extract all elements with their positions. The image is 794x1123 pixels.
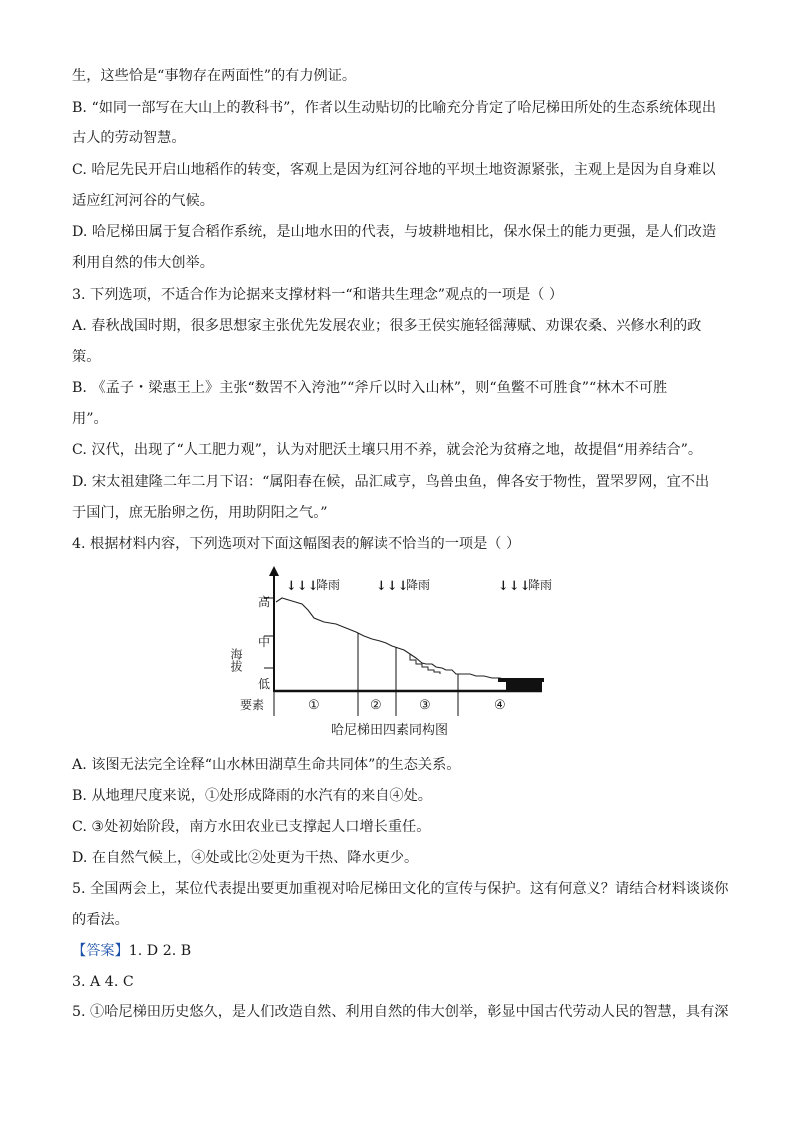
option-d-q2: D. 哈尼梯田属于复合稻作系统，是山地水田的代表，与坡耕地相比，保水保土的能力更强，是人们改造 — [72, 224, 717, 240]
y-level-mid: 中 — [258, 635, 271, 649]
question-5: 5. 全国两会上，某位代表提出要更加重视对哈尼梯田文化的宣传与保护。这有何意义？请结合材料谈谈你 — [72, 881, 729, 897]
answer-values: 1. D 2. B — [128, 943, 192, 959]
text-line: 利用自然的伟大创举。 — [72, 255, 214, 271]
y-level-low: 低 — [258, 677, 271, 691]
option-b-q4: B. 从地理尺度来说，①处形成降雨的水汽有的来自④处。 — [72, 788, 432, 804]
y-axis-label: 海拔 — [229, 648, 243, 672]
answer-tag: 【答案】 — [72, 943, 129, 959]
zone-label-2: ② — [370, 698, 382, 713]
x-axis-label: 要素 — [240, 698, 265, 712]
zone-label-4: ④ — [494, 698, 506, 713]
rain-arrows-icon: ↓↓↓ — [286, 579, 319, 594]
option-d-q4: D. 在自然气候上，④处或比②处更为干热、降水更少。 — [72, 850, 419, 866]
rain-arrows-icon: ↓↓↓ — [376, 579, 409, 594]
rain-label: 降雨 — [406, 578, 431, 592]
option-b-q3: B. 《孟子・梁惠王上》主张“数罟不入洿池”“斧斤以时入山林”，则“鱼鳖不可胜食”“林木不可胜 — [72, 380, 668, 396]
rain-arrows-icon: ↓↓↓ — [498, 579, 531, 594]
option-d-q3: D. 宋太祖建隆二年二月下诏：“属阳春在候，品汇咸亨，鸟兽虫鱼，俾各安于物性，置罘罗网，宜不出 — [72, 474, 710, 490]
option-c-q2: C. 哈尼先民开启山地稻作的转变，客观上是因为红河谷地的平坝土地资源紧张，主观上是因为自身难以 — [72, 162, 716, 178]
text-line: 的看法。 — [72, 912, 129, 928]
y-axis-arrow — [269, 566, 279, 576]
option-a-q3: A. 春秋战国时期，很多思想家主张优先发展农业；很多王侯实施轻徭薄赋、劝课农桑、兴修水利的政 — [72, 318, 702, 334]
option-c-q3: C. 汉代，出现了“人工肥力观”，认为对肥沃土壤只用不养，就会沦为贫瘠之地，故提倡“用养结合”。 — [72, 442, 703, 458]
text-line: 生，这些恰是“事物存在两面性”的有力例证。 — [72, 68, 357, 84]
answer-line-3: 5. ①哈尼梯田历史悠久，是人们改造自然、利用自然的伟大创举，彰显中国古代劳动人民的智慧，具有深 — [72, 1004, 729, 1020]
y-level-high: 高 — [258, 595, 271, 609]
text-line: 古人的劳动智慧。 — [72, 130, 186, 146]
option-a-q4: A. 该图无法完全诠释“山水林田湖草生命共同体”的生态关系。 — [72, 757, 461, 773]
rain-label: 降雨 — [528, 578, 553, 592]
text-line: 策。 — [72, 349, 101, 365]
option-b-q2: B. “如同一部写在大山上的教科书”，作者以生动贴切的比喻充分肯定了哈尼梯田所处的生态系统体现出 — [72, 100, 717, 116]
terrain-profile — [276, 598, 536, 680]
option-c-q4: C. ③处初始阶段，南方水田农业已支撑起人口增长重任。 — [72, 819, 431, 835]
zone-label-3: ③ — [419, 698, 431, 713]
rain-label: 降雨 — [316, 578, 341, 592]
lake-shelf — [498, 678, 544, 682]
figure-caption: 哈尼梯田四素同构图 — [331, 723, 449, 738]
text-line: 适应红河河谷的气候。 — [72, 193, 214, 209]
text-line: 用”。 — [72, 411, 108, 427]
answer-line-1 — [72, 941, 732, 961]
terrace-diagram — [229, 566, 556, 742]
question-4: 4. 根据材料内容，下列选项对下面这幅图表的解读不恰当的一项是（ ） — [72, 536, 521, 552]
zone-label-1: ① — [308, 698, 320, 713]
answer-line-2: 3. A 4. C — [72, 974, 134, 990]
text-line: 于国门，庶无胎卵之伤，用助阴阳之气。” — [72, 505, 328, 521]
question-3: 3. 下列选项，不适合作为论据来支撑材料一“和谐共生理念”观点的一项是（ ） — [72, 287, 564, 303]
